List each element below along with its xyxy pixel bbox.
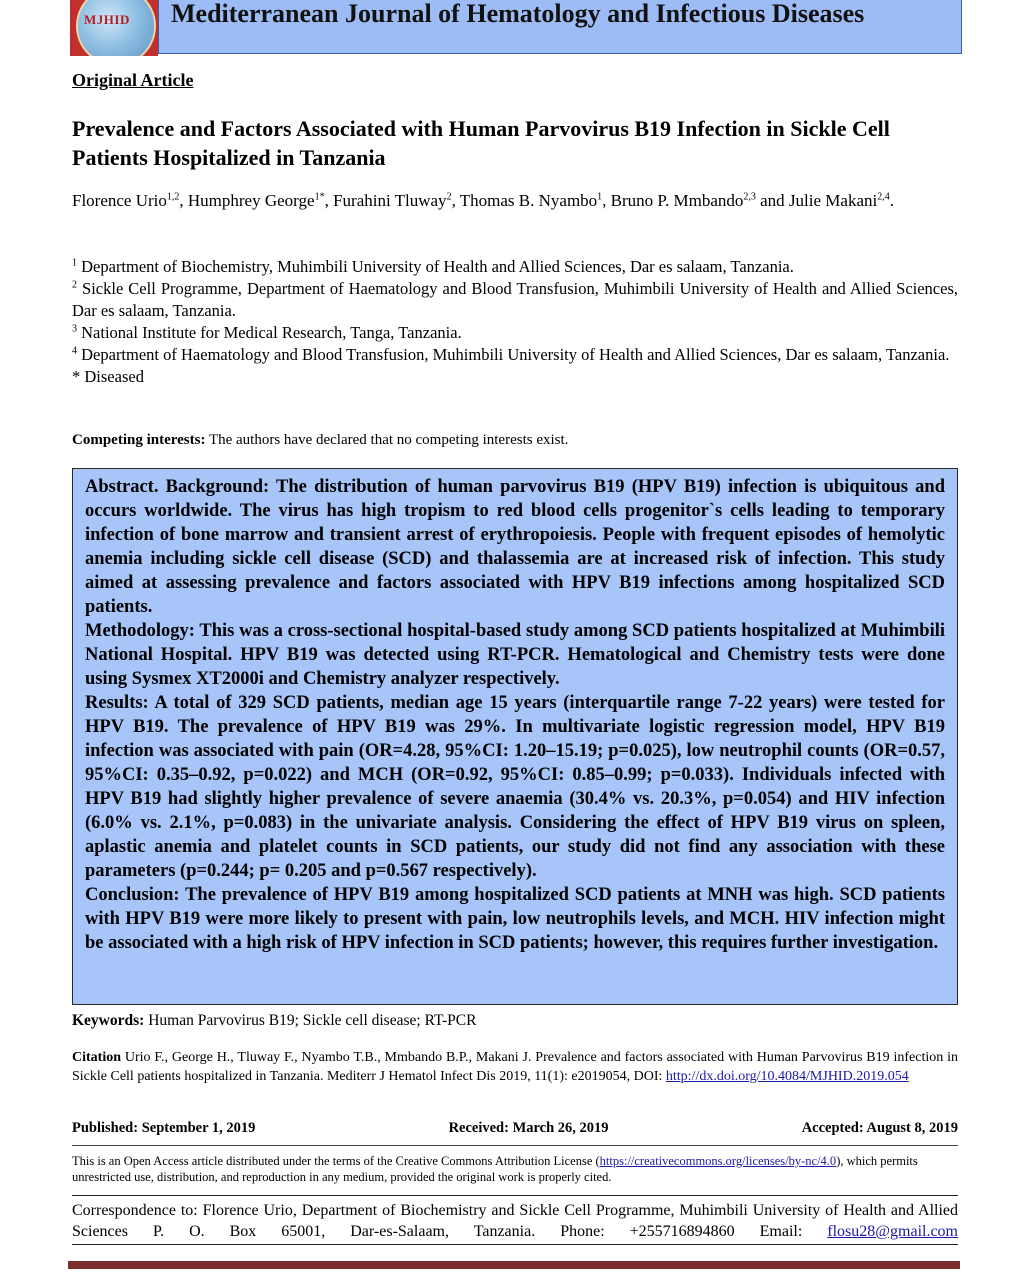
author: Furahini Tluway$^2$,: [333, 191, 460, 210]
author: Florence Urio$^{1,2}$,: [72, 191, 188, 210]
email-link[interactable]: flosu28@gmail.com: [827, 1223, 958, 1240]
author: Julie Makani$^{2,4}$.: [788, 191, 894, 210]
doi-link[interactable]: http://dx.doi.org/10.4084/MJHID.2019.054: [665, 1068, 909, 1084]
deceased-note: * Diseased: [72, 367, 144, 386]
correspondence: [72, 1200, 958, 1242]
keywords-text: Human Parvovirus B19; Sickle cell disease; RT-PCR: [144, 1012, 477, 1029]
divider: [72, 1145, 958, 1146]
footer-bar: [68, 1261, 960, 1269]
license-notice: This is an Open Access article distributed under the terms of the Creative Commons Attribution License (https://creativecommons.org/licenses/by-nc/4.0), which permits unrestricted use, distribution, and reproduction in any medium, provided the original work is properly cited.: [72, 1154, 918, 1184]
keywords-label: Keywords:: [72, 1012, 145, 1029]
competing-interests: [72, 430, 958, 450]
affiliation: $^4$ Department of Haematology and Blood Transfusion, Muhimbili University of Health and Allied Sciences, Dar es salaam, Tanzania.: [72, 345, 950, 364]
author: Humphrey George$^{1*}$,: [187, 191, 334, 210]
license-link[interactable]: https://creativecommons.org/licenses/by-nc/4.0: [599, 1154, 837, 1168]
correspondence-text: Correspondence to: Florence Urio, Department of Biochemistry and Sickle Cell Programme, Muhimbili University of Health and Allied Sciences P. O. Box 65001, Dar-es-Salaam, Tanzania. Phone: +255716894860 Email:: [72, 1202, 958, 1240]
abstract-conclusion: Conclusion: The prevalence of HPV B19 among hospitalized SCD patients at MNH was high. SCD patients with HPV B19 were more likely to present with pain, low neutrophils levels, and MCH. HIV infection might be associated with a high risk of HPV infection in SCD patients; however, this requires further investigation.: [85, 885, 945, 953]
competing-label: Competing interests:: [72, 432, 206, 448]
journal-header: [158, 0, 962, 54]
article-title: Prevalence and Factors Associated with Human Parvovirus B19 Infection in Sickle Cell Patients Hospitalized in Tanzania: [72, 116, 890, 170]
accepted-date: Accepted: August 8, 2019: [801, 1120, 958, 1136]
globe-icon: [76, 0, 156, 56]
divider: [72, 1195, 958, 1196]
abstract-background: Abstract. Background: The distribution of human parvovirus B19 (HPV B19) infection is ubiquitous and occurs worldwide. The virus has high tropism to red blood cells progenitor`s cells leading to temporary infection of bone marrow and transient arrest of erythropoiesis. People with frequent episodes of hemolytic anemia including sickle cell disease (SCD) and thalassemia are at increased risk of infection. This study aimed at assessing prevalence and factors associated with HPV B19 infections among hospitalized SCD patients.: [85, 477, 945, 617]
citation-label: Citation: [72, 1050, 121, 1065]
logo-text: MJHID: [84, 12, 130, 27]
affiliation: $^2$ Sickle Cell Programme, Department of Haematology and Blood Transfusion, Muhimbili University of Health and Allied Sciences, Dar es salaam, Tanzania.: [72, 279, 958, 320]
publication-dates: [72, 1120, 958, 1137]
article-type: Original Article: [72, 70, 194, 90]
author-list: [72, 190, 958, 212]
citation-text: Urio F., George H., Tluway F., Nyambo T.B., Mmbando B.P., Makani J. Prevalence and factors associated with Human Parvovirus B19 infection in Sickle Cell patients hospitalized in Tanzania. Mediterr J Hematol Infect Dis 2019, 11(1): e2019054, DOI:: [72, 1050, 958, 1084]
affiliation: $^3$ National Institute for Medical Research, Tanga, Tanzania.: [72, 323, 462, 342]
abstract-results: Results: A total of 329 SCD patients, median age 15 years (interquartile range 7-22 years) were tested for HPV B19. The prevalence of HPV B19 was 29%. In multivariate logistic regression model, HPV B19 infection was associated with pain (OR=4.28, 95%CI: 1.20–15.19; p=0.025), low neutrophil counts (OR=0.57, 95%CI: 0.35–0.92, p=0.022) and MCH (OR=0.92, 95%CI: 0.85–0.99; p=0.033). Individuals infected with HPV B19 had slightly higher prevalence of severe anaemia (30.4% vs. 20.3%, p=0.054) and HIV infection (6.0% vs. 2.1%, p=0.083) in the univariate analysis. Considering the effect of HPV B19 virus on spleen, aplastic anemia and platelet counts in SCD patients, our study did not find any association with these parameters (p=0.244; p= 0.205 and p=0.567 respectively).: [85, 693, 945, 881]
competing-text: The authors have declared that no competing interests exist.: [205, 432, 569, 448]
author: Bruno P. Mmbando$^{2,3}$ and: [610, 191, 789, 210]
received-date: Received: March 26, 2019: [448, 1120, 609, 1136]
author: Thomas B. Nyambo$^1$,: [459, 191, 611, 210]
published-date: Published: September 1, 2019: [72, 1120, 256, 1136]
journal-title: Mediterranean Journal of Hematology and Infectious Diseases: [171, 0, 865, 28]
abstract-box: [72, 468, 958, 1005]
keywords: [72, 1011, 958, 1031]
journal-logo: [70, 0, 158, 56]
affiliation: $^1$ Department of Biochemistry, Muhimbili University of Health and Allied Sciences, Dar es salaam, Tanzania.: [72, 257, 794, 276]
affiliations: [72, 256, 958, 388]
abstract-methodology: Methodology: This was a cross-sectional hospital-based study among SCD patients hospitalized at Muhimbili National Hospital. HPV B19 was detected using RT-PCR. Hematological and Chemistry tests were done using Sysmex XT2000i and Chemistry analyzer respectively.: [85, 621, 945, 689]
divider: [72, 1244, 958, 1245]
citation: [72, 1049, 958, 1086]
